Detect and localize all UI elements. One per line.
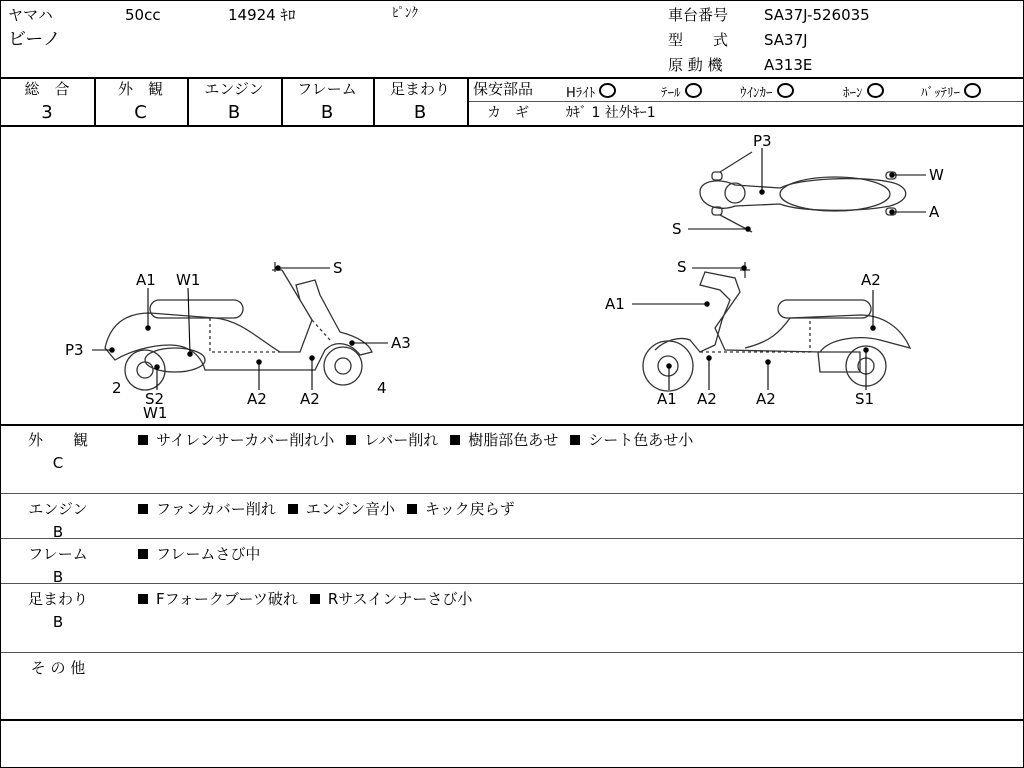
section-title: エンジン [28, 500, 88, 518]
color: ﾋﾟﾝｸ [392, 6, 418, 21]
diagram-label: A2 [756, 390, 776, 408]
type-label: 型 式 [668, 31, 729, 49]
diagram-label: A [929, 203, 940, 221]
diagram-label: S [333, 259, 343, 277]
chassis-number-value: SA37J-526035 [764, 6, 870, 24]
section-grade: C [52, 454, 64, 472]
grade-suspension-label: 足まわり [389, 80, 450, 98]
remark-item: サイレンサーカバー削れ小 [138, 431, 334, 449]
diagram-label: A2 [861, 271, 881, 289]
model-name: ビーノ [8, 29, 61, 50]
remark-item: Rサスインナーさび小 [310, 590, 473, 608]
security-item-label: Hﾗｲﾄ [566, 86, 596, 101]
section-grade: B [52, 568, 64, 586]
section-grade: B [52, 523, 64, 541]
diagram-label: W [929, 166, 944, 184]
diagram-label: P3 [753, 132, 772, 150]
security-item-label: ﾃｰﾙ [661, 86, 681, 101]
diagram-label: S [677, 258, 687, 276]
section-title: フレーム [28, 545, 88, 563]
grade-overall-value: 3 [41, 102, 53, 123]
remark-item: フレームさび中 [138, 545, 260, 563]
remark-item: キック戻らず [407, 500, 515, 518]
grade-overall-label: 総 合 [24, 80, 70, 98]
displacement: 50cc [125, 6, 161, 24]
grade-engine-label: エンジン [204, 80, 264, 98]
type-value: SA37J [764, 31, 808, 49]
security-item-label: ﾎｰﾝ [843, 86, 863, 101]
grade-exterior-value: C [134, 102, 147, 123]
diagram-label: A2 [247, 390, 267, 408]
security-parts-title: 保安部品 [473, 80, 534, 98]
section-title: 足まわり [27, 590, 88, 608]
diagram-label: 2 [112, 379, 122, 397]
engine-model-value: A313E [764, 56, 813, 74]
grade-engine-value: B [227, 102, 241, 123]
maker-name: ヤマハ [8, 6, 53, 24]
diagram-label: A1 [605, 295, 625, 313]
security-item-label: ｳｲﾝｶｰ [740, 86, 773, 101]
diagram-label: A3 [391, 334, 411, 352]
remark-item: エンジン音小 [288, 500, 395, 518]
diagram-label: P3 [65, 341, 84, 359]
diagram-label: A2 [300, 390, 320, 408]
remark-item: シート色あせ小 [570, 431, 693, 449]
grade-frame-value: B [320, 102, 334, 123]
diagram-label: W1 [143, 404, 168, 422]
section-title: そ の 他 [30, 659, 86, 677]
key-label: カ ギ [487, 105, 529, 121]
mileage: 14924 ｷﾛ [228, 6, 296, 24]
grade-exterior-label: 外 観 [117, 80, 163, 98]
diagram-label: A1 [136, 271, 156, 289]
grade-frame-label: フレーム [297, 80, 357, 98]
engine-model-label: 原 動 機 [668, 56, 723, 74]
grade-suspension-value: B [413, 102, 427, 123]
remark-item: Fフォークブーツ破れ [138, 590, 298, 608]
diagram-label: A2 [697, 390, 717, 408]
diagram-label: W1 [176, 271, 201, 289]
section-grade: B [52, 613, 64, 631]
diagram-label: 4 [377, 379, 387, 397]
chassis-number-label: 車台番号 [668, 6, 729, 24]
remark-item: ファンカバー削れ [138, 500, 276, 518]
key-value: ｶｷﾞ 1 社外ｷｰ1 [566, 105, 656, 121]
remark-item: レバー削れ [346, 431, 438, 449]
diagram-label: A1 [657, 390, 677, 408]
diagram-label: S [672, 220, 682, 238]
remark-item: 樹脂部色あせ [450, 431, 558, 449]
security-item-label: ﾊﾞｯﾃﾘｰ [921, 86, 960, 101]
section-title: 外 観 [27, 431, 88, 449]
diagram-label: S2 [145, 390, 165, 408]
diagram-label: S1 [855, 390, 875, 408]
